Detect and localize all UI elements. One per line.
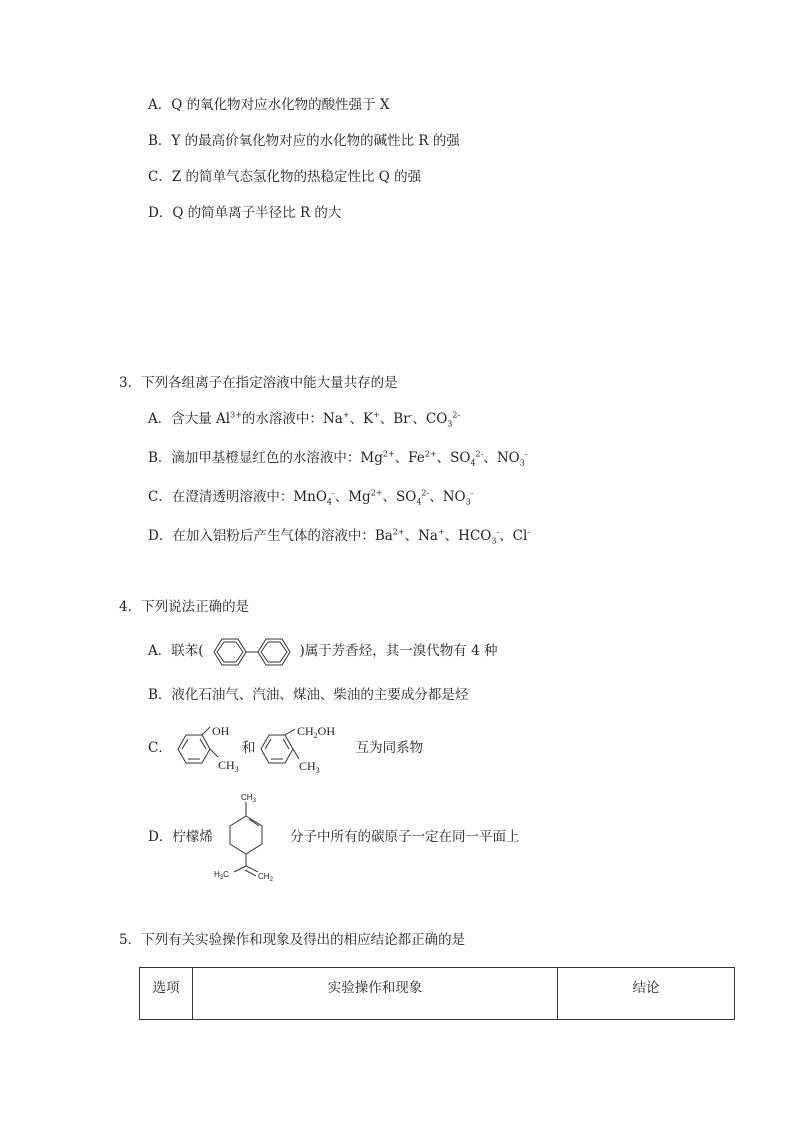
q2-option-c: C．Z 的简单气态氢化物的热稳定性比 Q 的强 [148,169,422,185]
ch3-top-label: $CH_3$ [241,793,256,804]
q4-option-d-text: 分子中所有的碳原子一定在同一平面上 [290,829,520,845]
biphenyl-structure [204,635,300,669]
methylbenzyl-alcohol-structure [255,723,351,775]
o-cresol-structure [172,723,242,775]
q5-stem: 5．下列有关实验操作和现象及得出的相应结论都正确的是 [119,932,466,948]
header-option: 选项 [140,968,193,1020]
q2-option-d: D．Q 的简单离子半径比 R 的大 [148,205,342,221]
table-header-row [140,968,735,1020]
ch3-label: $CH_3$ [217,757,239,774]
limonene-structure [208,788,288,884]
header-conclusion: 结论 [558,968,735,1020]
q5-table [139,967,735,1020]
q3-option-a: A．含大量 $Al^{3+}$的水溶液中：Na+、K+、Br-、$CO_3^{2-}$ [148,410,461,429]
header-procedure: 实验操作和现象 [193,968,558,1020]
q4-option-d: D．柠檬烯 [148,829,213,845]
ch3-label: $CH_3$ [299,758,321,775]
q4-option-a: A．联苯( )属于芳香烃，其一溴代物有 4 种 [148,634,497,669]
ch2-label: $CH_2$ [258,872,273,883]
h3c-label: $H_3C$ [214,870,229,881]
q3-option-d: D．在加入铝粉后产生气体的溶液中：$Ba^{2+}$、Na+、$HCO_3^-$、Cl- [148,527,530,546]
q3-option-b: B．滴加甲基橙显红色的水溶液中：$Mg^{2+}$、$Fe^{2+}$、$SO_4^{2-}$、$NO_3^-$ [148,449,528,468]
q2-option-b: B．Y 的最高价氧化物对应的水化物的碱性比 R 的强 [148,133,460,149]
q4-stem: 4．下列说法正确的是 [119,599,250,615]
q2-option-a: A．Q 的氧化物对应水化物的酸性强于 X [148,97,390,113]
oh-label: OH [211,723,230,738]
ch2oh-label: $CH_2OH$ [297,723,336,740]
q4-option-c: C． OH $CH_3$ 和 $CH_2OH$ $CH_3$ 互为同系物 [148,723,424,775]
q3-stem: 3．下列各组离子在指定溶液中能大量共存的是 [119,375,398,391]
q4-option-b: B．液化石油气、汽油、煤油、柴油的主要成分都是烃 [148,687,469,703]
q3-option-c: C．在澄清透明溶液中：MnO$_4$-、$Mg^{2+}$、$SO_4^{2-}$、$NO_3^-$ [148,488,474,507]
